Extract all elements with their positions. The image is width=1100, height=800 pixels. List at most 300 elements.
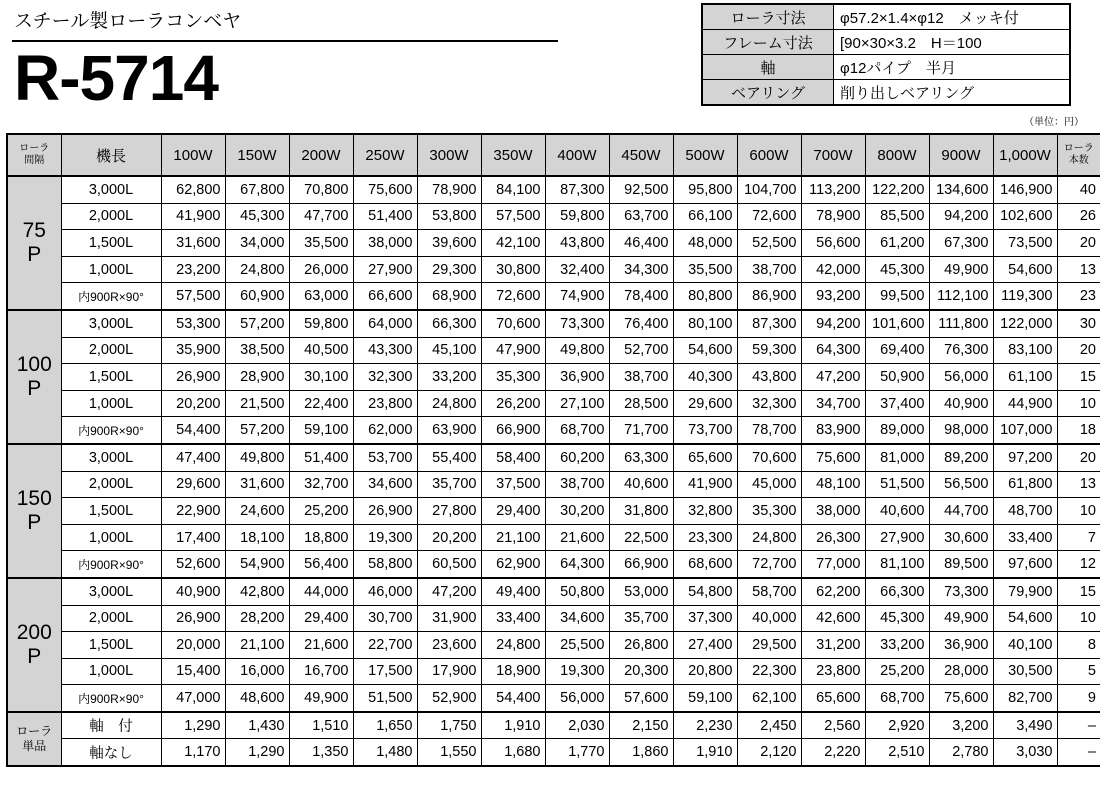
price-cell: 93,200	[801, 283, 865, 310]
price-cell: 1,770	[545, 739, 609, 766]
price-cell: 95,800	[673, 176, 737, 203]
pitch-group-cell: ローラ 単品	[7, 712, 61, 766]
pitch-column-header: ローラ 間隔	[7, 134, 61, 176]
price-cell: 87,300	[737, 310, 801, 337]
roller-count-cell: 30	[1057, 310, 1100, 337]
roller-count-cell: 18	[1057, 417, 1100, 444]
price-cell: 49,400	[481, 578, 545, 605]
price-cell: 35,900	[161, 337, 225, 364]
length-cell: 内900R×90°	[61, 551, 161, 578]
price-table	[6, 133, 1100, 767]
price-cell: 43,300	[353, 337, 417, 364]
price-cell: 102,600	[993, 203, 1057, 230]
price-cell: 98,000	[929, 417, 993, 444]
price-cell: 34,300	[609, 256, 673, 283]
price-cell: 37,400	[865, 390, 929, 417]
price-cell: 72,600	[737, 203, 801, 230]
width-column-header: 250W	[353, 134, 417, 176]
price-cell: 52,700	[609, 337, 673, 364]
spec-label: ローラ寸法	[702, 4, 834, 30]
price-cell: 49,900	[929, 256, 993, 283]
price-cell: 66,600	[353, 283, 417, 310]
price-cell: 20,200	[417, 524, 481, 551]
width-column-header: 150W	[225, 134, 289, 176]
price-cell: 33,200	[417, 364, 481, 391]
price-cell: 54,600	[993, 605, 1057, 632]
price-cell: 26,900	[161, 364, 225, 391]
price-cell: 36,900	[545, 364, 609, 391]
length-cell: 1,000L	[61, 658, 161, 685]
roller-count-cell: 40	[1057, 176, 1100, 203]
price-cell: 82,700	[993, 685, 1057, 712]
roller-count-cell: 26	[1057, 203, 1100, 230]
price-cell: 104,700	[737, 176, 801, 203]
price-cell: 48,100	[801, 471, 865, 498]
price-cell: 21,600	[545, 524, 609, 551]
price-cell: 63,900	[417, 417, 481, 444]
roller-count-cell: 20	[1057, 337, 1100, 364]
length-cell: 3,000L	[61, 310, 161, 337]
price-cell: 40,600	[609, 471, 673, 498]
price-cell: 40,500	[289, 337, 353, 364]
table-row	[7, 739, 1100, 766]
price-cell: 22,900	[161, 498, 225, 525]
width-column-header: 500W	[673, 134, 737, 176]
price-cell: 15,400	[161, 658, 225, 685]
price-cell: 66,100	[673, 203, 737, 230]
price-cell: 52,500	[737, 230, 801, 257]
price-cell: 31,900	[417, 605, 481, 632]
price-cell: 24,600	[225, 498, 289, 525]
price-cell: 122,000	[993, 310, 1057, 337]
price-cell: 23,600	[417, 632, 481, 659]
price-cell: 43,800	[737, 364, 801, 391]
table-row	[7, 685, 1100, 712]
table-row	[7, 310, 1100, 337]
roller-count-cell: 13	[1057, 256, 1100, 283]
price-cell: 66,300	[417, 310, 481, 337]
price-cell: 1,480	[353, 739, 417, 766]
price-cell: 2,510	[865, 739, 929, 766]
price-cell: 1,350	[289, 739, 353, 766]
price-cell: 111,800	[929, 310, 993, 337]
price-cell: 40,900	[161, 578, 225, 605]
price-cell: 73,500	[993, 230, 1057, 257]
price-cell: 1,680	[481, 739, 545, 766]
price-cell: 65,600	[673, 444, 737, 471]
price-cell: 30,800	[481, 256, 545, 283]
price-cell: 27,400	[673, 632, 737, 659]
price-cell: 22,400	[289, 390, 353, 417]
price-cell: 70,600	[737, 444, 801, 471]
price-cell: 68,700	[545, 417, 609, 444]
price-cell: 79,900	[993, 578, 1057, 605]
price-cell: 57,500	[481, 203, 545, 230]
price-cell: 35,300	[737, 498, 801, 525]
price-cell: 51,500	[353, 685, 417, 712]
price-cell: 20,800	[673, 658, 737, 685]
price-cell: 26,800	[609, 632, 673, 659]
price-cell: 32,800	[673, 498, 737, 525]
spec-table	[701, 3, 1071, 106]
price-cell: 36,900	[929, 632, 993, 659]
spec-value: φ57.2×1.4×φ12 メッキ付	[834, 4, 1071, 30]
table-row	[7, 578, 1100, 605]
price-cell: 122,200	[865, 176, 929, 203]
price-cell: 1,430	[225, 712, 289, 739]
price-cell: 71,700	[609, 417, 673, 444]
length-cell: 1,000L	[61, 390, 161, 417]
price-cell: 57,600	[609, 685, 673, 712]
price-cell: 60,900	[225, 283, 289, 310]
price-cell: 34,600	[353, 471, 417, 498]
price-cell: 69,400	[865, 337, 929, 364]
price-cell: 18,900	[481, 658, 545, 685]
spec-value: [90×30×3.2 H＝100	[834, 30, 1071, 55]
width-column-header: 450W	[609, 134, 673, 176]
spec-row	[702, 4, 1070, 30]
table-row	[7, 551, 1100, 578]
price-cell: 85,500	[865, 203, 929, 230]
price-cell: 50,800	[545, 578, 609, 605]
spec-label: フレーム寸法	[702, 30, 834, 55]
price-cell: 2,450	[737, 712, 801, 739]
table-row	[7, 390, 1100, 417]
length-cell: 内900R×90°	[61, 417, 161, 444]
price-cell: 34,000	[225, 230, 289, 257]
price-cell: 27,900	[865, 524, 929, 551]
price-cell: 1,650	[353, 712, 417, 739]
price-cell: 87,300	[545, 176, 609, 203]
price-cell: 50,900	[865, 364, 929, 391]
price-cell: 30,700	[353, 605, 417, 632]
length-cell: 3,000L	[61, 578, 161, 605]
price-cell: 63,700	[609, 203, 673, 230]
roller-count-cell: 15	[1057, 364, 1100, 391]
price-cell: 62,800	[161, 176, 225, 203]
price-cell: 66,300	[865, 578, 929, 605]
price-cell: 16,000	[225, 658, 289, 685]
price-cell: 80,800	[673, 283, 737, 310]
spec-row	[702, 55, 1070, 80]
price-cell: 49,800	[225, 444, 289, 471]
price-cell: 22,700	[353, 632, 417, 659]
price-cell: 89,500	[929, 551, 993, 578]
price-cell: 53,000	[609, 578, 673, 605]
price-cell: 33,400	[481, 605, 545, 632]
price-cell: 2,560	[801, 712, 865, 739]
table-row	[7, 605, 1100, 632]
length-cell: 軸なし	[61, 739, 161, 766]
price-cell: 58,400	[481, 444, 545, 471]
table-row	[7, 444, 1100, 471]
table-row	[7, 658, 1100, 685]
price-cell: 59,300	[737, 337, 801, 364]
price-cell: 19,300	[545, 658, 609, 685]
price-cell: 81,100	[865, 551, 929, 578]
table-row	[7, 498, 1100, 525]
length-cell: 1,500L	[61, 364, 161, 391]
price-cell: 25,200	[289, 498, 353, 525]
model-number: R-5714	[14, 42, 218, 114]
price-cell: 73,300	[545, 310, 609, 337]
price-cell: 29,400	[481, 498, 545, 525]
price-cell: 32,700	[289, 471, 353, 498]
width-column-header: 600W	[737, 134, 801, 176]
price-cell: 2,230	[673, 712, 737, 739]
price-cell: 37,500	[481, 471, 545, 498]
table-row	[7, 337, 1100, 364]
price-cell: 18,100	[225, 524, 289, 551]
price-cell: 25,500	[545, 632, 609, 659]
roller-count-cell: 5	[1057, 658, 1100, 685]
price-cell: 62,100	[737, 685, 801, 712]
width-column-header: 350W	[481, 134, 545, 176]
price-cell: 54,600	[993, 256, 1057, 283]
price-cell: 46,400	[609, 230, 673, 257]
price-cell: 47,900	[481, 337, 545, 364]
price-cell: 67,800	[225, 176, 289, 203]
width-column-header: 300W	[417, 134, 481, 176]
price-cell: 38,500	[225, 337, 289, 364]
price-cell: 119,300	[993, 283, 1057, 310]
price-cell: 40,100	[993, 632, 1057, 659]
price-cell: 56,000	[545, 685, 609, 712]
price-cell: 20,300	[609, 658, 673, 685]
price-cell: 40,300	[673, 364, 737, 391]
table-row	[7, 471, 1100, 498]
price-cell: 74,900	[545, 283, 609, 310]
length-cell: 2,000L	[61, 337, 161, 364]
spec-value: φ12パイプ 半月	[834, 55, 1071, 80]
price-cell: 1,550	[417, 739, 481, 766]
price-cell: 17,900	[417, 658, 481, 685]
price-cell: 45,100	[417, 337, 481, 364]
spec-label: ベアリング	[702, 80, 834, 106]
length-cell: 1,000L	[61, 256, 161, 283]
price-cell: 23,800	[801, 658, 865, 685]
table-row	[7, 364, 1100, 391]
length-cell: 1,000L	[61, 524, 161, 551]
price-cell: 26,900	[161, 605, 225, 632]
price-cell: 35,700	[417, 471, 481, 498]
price-cell: 76,400	[609, 310, 673, 337]
price-cell: 21,100	[225, 632, 289, 659]
roller-count-cell: 9	[1057, 685, 1100, 712]
price-cell: 30,500	[993, 658, 1057, 685]
price-cell: 42,100	[481, 230, 545, 257]
price-cell: 84,100	[481, 176, 545, 203]
price-cell: 30,200	[545, 498, 609, 525]
price-cell: 75,600	[929, 685, 993, 712]
price-cell: 94,200	[929, 203, 993, 230]
price-cell: 21,600	[289, 632, 353, 659]
roller-count-cell: –	[1057, 739, 1100, 766]
price-cell: 48,000	[673, 230, 737, 257]
price-cell: 2,150	[609, 712, 673, 739]
price-cell: 51,500	[865, 471, 929, 498]
price-cell: 28,500	[609, 390, 673, 417]
price-cell: 22,500	[609, 524, 673, 551]
length-cell: 3,000L	[61, 176, 161, 203]
price-cell: 86,900	[737, 283, 801, 310]
price-cell: 72,600	[481, 283, 545, 310]
length-cell: 内900R×90°	[61, 283, 161, 310]
price-cell: 60,200	[545, 444, 609, 471]
price-cell: 65,600	[801, 685, 865, 712]
price-cell: 47,400	[161, 444, 225, 471]
price-cell: 33,200	[865, 632, 929, 659]
price-cell: 17,500	[353, 658, 417, 685]
price-cell: 34,600	[545, 605, 609, 632]
price-cell: 53,800	[417, 203, 481, 230]
price-cell: 35,500	[673, 256, 737, 283]
price-cell: 2,030	[545, 712, 609, 739]
price-cell: 24,800	[737, 524, 801, 551]
table-row	[7, 417, 1100, 444]
roller-count-cell: 10	[1057, 605, 1100, 632]
price-cell: 46,000	[353, 578, 417, 605]
price-cell: 38,000	[801, 498, 865, 525]
price-cell: 47,200	[417, 578, 481, 605]
price-cell: 56,500	[929, 471, 993, 498]
length-column-header: 機長	[61, 134, 161, 176]
price-cell: 60,500	[417, 551, 481, 578]
length-cell: 内900R×90°	[61, 685, 161, 712]
price-cell: 54,800	[673, 578, 737, 605]
width-column-header: 100W	[161, 134, 225, 176]
price-cell: 1,750	[417, 712, 481, 739]
price-cell: 24,800	[225, 256, 289, 283]
price-cell: 146,900	[993, 176, 1057, 203]
price-cell: 20,200	[161, 390, 225, 417]
price-cell: 22,300	[737, 658, 801, 685]
price-cell: 67,300	[929, 230, 993, 257]
length-cell: 1,500L	[61, 230, 161, 257]
price-cell: 30,600	[929, 524, 993, 551]
price-cell: 48,600	[225, 685, 289, 712]
price-cell: 89,200	[929, 444, 993, 471]
price-cell: 77,000	[801, 551, 865, 578]
price-cell: 2,920	[865, 712, 929, 739]
price-cell: 27,900	[353, 256, 417, 283]
price-cell: 72,700	[737, 551, 801, 578]
price-cell: 42,800	[225, 578, 289, 605]
price-cell: 59,800	[289, 310, 353, 337]
price-cell: 52,900	[417, 685, 481, 712]
price-cell: 83,900	[801, 417, 865, 444]
price-cell: 29,600	[161, 471, 225, 498]
price-cell: 1,510	[289, 712, 353, 739]
price-cell: 56,000	[929, 364, 993, 391]
price-cell: 26,300	[801, 524, 865, 551]
price-cell: 39,600	[417, 230, 481, 257]
price-cell: 54,600	[673, 337, 737, 364]
price-cell: 31,200	[801, 632, 865, 659]
price-cell: 44,700	[929, 498, 993, 525]
price-cell: 20,000	[161, 632, 225, 659]
price-cell: 61,200	[865, 230, 929, 257]
pitch-group-cell: 200 P	[7, 578, 61, 712]
price-cell: 63,300	[609, 444, 673, 471]
price-cell: 68,900	[417, 283, 481, 310]
price-cell: 42,000	[801, 256, 865, 283]
price-cell: 73,700	[673, 417, 737, 444]
price-cell: 31,600	[161, 230, 225, 257]
price-cell: 25,200	[865, 658, 929, 685]
price-cell: 42,600	[801, 605, 865, 632]
price-cell: 64,000	[353, 310, 417, 337]
price-cell: 48,700	[993, 498, 1057, 525]
width-column-header: 1,000W	[993, 134, 1057, 176]
table-header-row	[7, 134, 1100, 176]
price-cell: 32,300	[737, 390, 801, 417]
price-cell: 24,800	[417, 390, 481, 417]
price-cell: 45,300	[225, 203, 289, 230]
price-cell: 28,000	[929, 658, 993, 685]
price-cell: 53,300	[161, 310, 225, 337]
roller-count-cell: 10	[1057, 498, 1100, 525]
price-cell: 64,300	[801, 337, 865, 364]
price-cell: 61,100	[993, 364, 1057, 391]
price-cell: 19,300	[353, 524, 417, 551]
price-cell: 59,100	[289, 417, 353, 444]
price-cell: 64,300	[545, 551, 609, 578]
width-column-header: 800W	[865, 134, 929, 176]
spec-row	[702, 80, 1070, 106]
roller-count-cell: 23	[1057, 283, 1100, 310]
price-cell: 97,200	[993, 444, 1057, 471]
price-cell: 45,300	[865, 605, 929, 632]
width-column-header: 700W	[801, 134, 865, 176]
product-subtitle: スチール製ローラコンベヤ	[14, 11, 242, 32]
length-cell: 2,000L	[61, 471, 161, 498]
table-row	[7, 176, 1100, 203]
table-row	[7, 712, 1100, 739]
price-cell: 83,100	[993, 337, 1057, 364]
length-cell: 1,500L	[61, 498, 161, 525]
price-cell: 70,600	[481, 310, 545, 337]
price-cell: 62,900	[481, 551, 545, 578]
price-cell: 31,800	[609, 498, 673, 525]
price-cell: 56,600	[801, 230, 865, 257]
price-cell: 38,000	[353, 230, 417, 257]
width-column-header: 900W	[929, 134, 993, 176]
price-cell: 44,000	[289, 578, 353, 605]
price-cell: 75,600	[353, 176, 417, 203]
roller-count-cell: 7	[1057, 524, 1100, 551]
price-cell: 29,600	[673, 390, 737, 417]
price-cell: 70,800	[289, 176, 353, 203]
spec-row	[702, 30, 1070, 55]
price-cell: 53,700	[353, 444, 417, 471]
price-cell: 18,800	[289, 524, 353, 551]
pitch-group-cell: 100 P	[7, 310, 61, 444]
price-cell: 40,600	[865, 498, 929, 525]
price-cell: 23,800	[353, 390, 417, 417]
price-cell: 2,780	[929, 739, 993, 766]
roller-count-cell: 8	[1057, 632, 1100, 659]
price-cell: 32,300	[353, 364, 417, 391]
price-cell: 89,000	[865, 417, 929, 444]
price-cell: 40,900	[929, 390, 993, 417]
price-cell: 37,300	[673, 605, 737, 632]
price-cell: 2,220	[801, 739, 865, 766]
price-cell: 28,200	[225, 605, 289, 632]
price-cell: 112,100	[929, 283, 993, 310]
price-cell: 62,000	[353, 417, 417, 444]
price-cell: 51,400	[353, 203, 417, 230]
